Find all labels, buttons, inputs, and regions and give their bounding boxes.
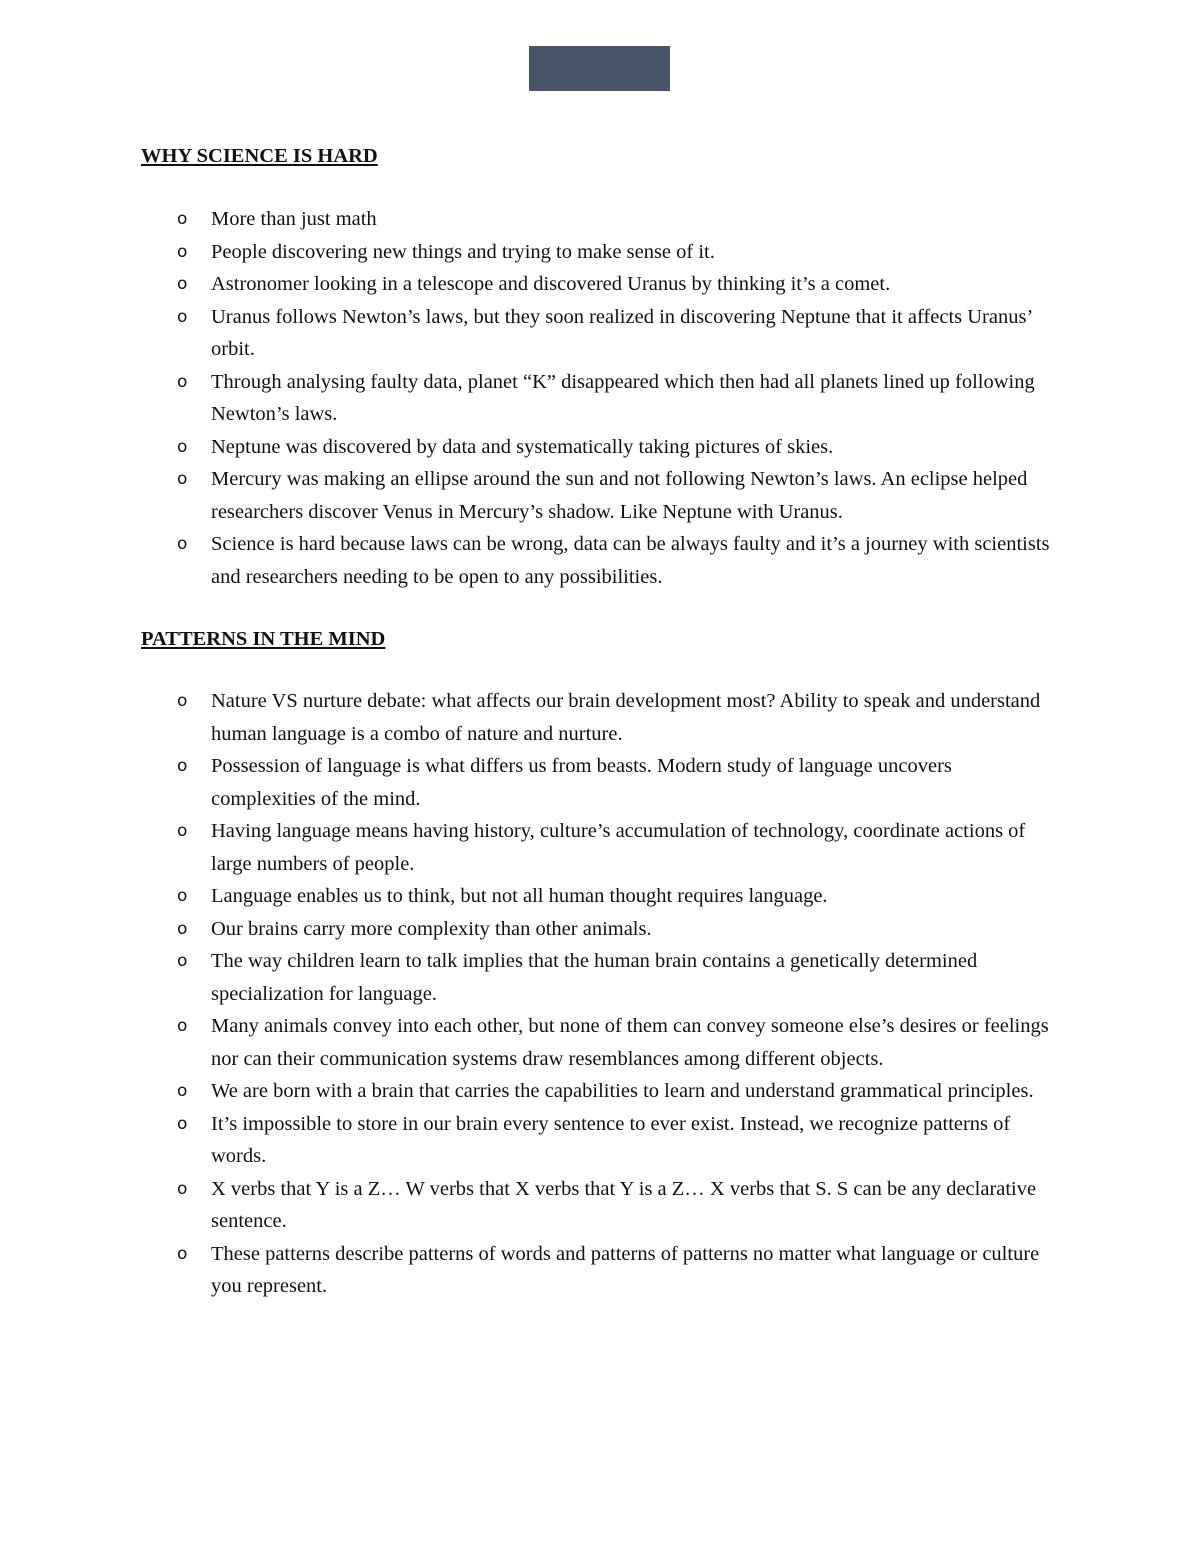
list-item-text: Through analysing faulty data, planet “K” disappeared which then had all planets lined up following Newton’s laws. [211, 370, 1035, 425]
section-patterns-in-the-mind [141, 623, 1061, 1303]
list-item-text: Mercury was making an ellipse around the sun and not following Newton’s laws. An eclipse helped researchers discover Venus in Mercury’s shadow. Like Neptune with Uranus. [211, 468, 1028, 523]
list-item [141, 1075, 1061, 1108]
bullet-marker: o [177, 1178, 188, 1199]
list-item-text: Having language means having history, culture’s accumulation of technology, coordinate actions of large numbers of people. [211, 820, 1026, 875]
bullet-marker: o [177, 209, 188, 229]
document-body [141, 140, 1061, 1303]
bullet-marker: o [177, 821, 188, 841]
list-item-text: More than just math [211, 208, 377, 230]
list-item-text: These patterns describe patterns of words and patterns of patterns no matter what language or culture you represent. [211, 1242, 1040, 1297]
bullet-list [141, 685, 1061, 1303]
section-title: PATTERNS IN THE MIND [141, 628, 386, 650]
header-color-block [529, 46, 670, 91]
list-item-text: It’s impossible to store in our brain every sentence to ever exist. Instead, we recognize patterns of words. [211, 1112, 1011, 1167]
list-item [141, 685, 1061, 750]
bullet-marker: o [177, 1016, 188, 1036]
list-item [141, 913, 1061, 946]
list-item-text: Possession of language is what differs us from beasts. Modern study of language uncovers complexities of the mind. [211, 755, 952, 810]
list-item [141, 431, 1061, 464]
bullet-marker: o [177, 1243, 188, 1264]
bullet-marker: o [177, 469, 188, 489]
list-item [141, 1108, 1061, 1173]
list-item-text: Science is hard because laws can be wrong, data can be always faulty and it’s a journey with scientists and researchers needing to be open to any possibilities. [211, 533, 1050, 588]
list-item [141, 1173, 1061, 1238]
list-item [141, 463, 1061, 528]
list-item [141, 750, 1061, 815]
bullet-marker: o [177, 886, 188, 906]
bullet-marker: o [177, 691, 188, 711]
list-item-text: Neptune was discovered by data and systematically taking pictures of skies. [211, 435, 834, 458]
list-item [141, 945, 1061, 1010]
list-item-text: The way children learn to talk implies that the human brain contains a genetically determined specialization for language. [211, 950, 978, 1005]
bullet-list [141, 203, 1061, 593]
list-item [141, 880, 1061, 913]
list-item-text: Many animals convey into each other, but none of them can convey someone else’s desires or feelings nor can their communication systems draw resemblances among different objects. [211, 1015, 1049, 1070]
list-item [141, 366, 1061, 431]
list-item-text: Uranus follows Newton’s laws, but they soon realized in discovering Neptune that it affects Uranus’ orbit. [211, 305, 1032, 360]
list-item-text: Astronomer looking in a telescope and discovered Uranus by thinking it’s a comet. [211, 273, 891, 295]
section-why-science-is-hard [141, 140, 1061, 593]
bullet-marker: o [177, 241, 188, 262]
bullet-marker: o [177, 1081, 188, 1101]
list-item [141, 1010, 1061, 1075]
list-item-text: Our brains carry more complexity than other animals. [211, 917, 652, 940]
list-item-text: Nature VS nurture debate: what affects our brain development most? Ability to speak and understand human language is a combo of nature and nurture. [211, 690, 1041, 745]
bullet-marker: o [177, 951, 188, 971]
list-item-text: X verbs that Y is a Z… W verbs that X verbs that Y is a Z… X verbs that S. S can be any declarative sentence. [211, 1177, 1037, 1232]
bullet-marker: o [177, 436, 188, 457]
bullet-marker: o [177, 1113, 188, 1134]
bullet-marker: o [177, 371, 188, 392]
list-item [141, 301, 1061, 366]
bullet-marker: o [177, 306, 188, 327]
list-item-text: People discovering new things and trying to make sense of it. [211, 240, 715, 263]
bullet-marker: o [177, 756, 188, 776]
list-item [141, 236, 1061, 269]
list-item [141, 815, 1061, 880]
bullet-marker: o [177, 274, 188, 294]
list-item [141, 268, 1061, 301]
list-item-text: Language enables us to think, but not all human thought requires language. [211, 885, 828, 907]
list-item-text: We are born with a brain that carries the capabilities to learn and understand grammatical principles. [211, 1080, 1034, 1102]
bullet-marker: o [177, 918, 188, 939]
list-item [141, 528, 1061, 593]
list-item [141, 203, 1061, 236]
section-title: WHY SCIENCE IS HARD [141, 145, 378, 167]
list-item [141, 1238, 1061, 1303]
bullet-marker: o [177, 534, 188, 554]
